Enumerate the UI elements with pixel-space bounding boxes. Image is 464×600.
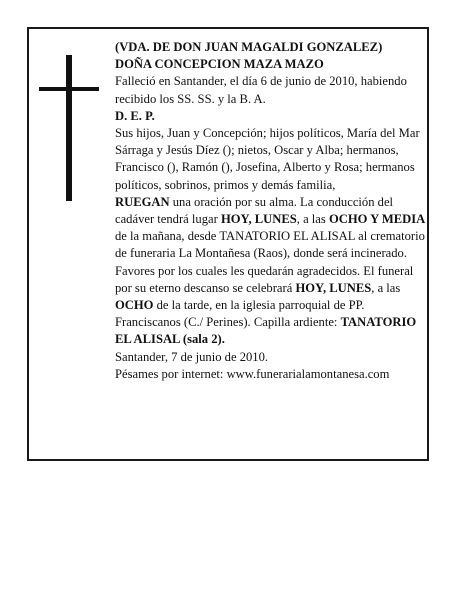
date-line: Santander, 7 de junio de 2010.: [115, 349, 269, 364]
cross-icon: [39, 55, 99, 201]
request-text-5: de la tarde, en la iglesia parroquial de PP. Franciscanos (C./ Perines). Capilla ardiente:: [115, 298, 365, 330]
death-info: Falleció en Santander, el día 6 de junio de 2010, habiendo recibido los SS. SS. y la B. A.: [115, 74, 407, 106]
today-monday-2: HOY, LUNES: [295, 280, 372, 295]
widow-of-line: (VDA. DE DON JUAN MAGALDI GONZALEZ): [115, 40, 383, 54]
eight-time: OCHO: [115, 298, 154, 313]
family-paragraph: Sus hijos, Juan y Concepción; hijos políticos, María del Mar Sárraga y Jesús Díez (); nietos, Oscar y Alba; hermanos, Francisco (), Ramón (), Josefina, Alberto y Rosa; hermanos políticos, sobrinos, primos y demás familia,: [115, 126, 420, 192]
notice-text: [115, 39, 427, 383]
funeral-request-paragraph: [115, 194, 427, 349]
cross-vertical-bar: [66, 55, 72, 201]
obituary-notice: [27, 27, 429, 461]
request-text-1: una oración por su alma. La conducción del cadáver tendrá lugar: [115, 194, 394, 227]
request-text-3: de la mañana, desde TANATORIO EL ALISAL al crematorio de funeraria La Montañesa (Raos), donde será incinerado. Favores por los cuales les quedarán agradecidos. El funeral por su eterno descanso se celebrará: [115, 229, 425, 295]
request-text-2: , a las: [296, 212, 329, 227]
today-monday-1: HOY, LUNES: [220, 212, 297, 227]
rip-line: D. E. P.: [115, 108, 155, 123]
eight-thirty-time: OCHO Y MEDIA: [328, 212, 426, 227]
cross-horizontal-bar: [39, 87, 99, 91]
condolences-line: Pésames por internet: www.funerarialamontanesa.com: [115, 366, 390, 381]
deceased-name: DOÑA CONCEPCION MAZA MAZO: [115, 57, 324, 72]
request-text-4: , a las: [371, 280, 401, 295]
ruegan-word: RUEGAN: [115, 194, 170, 209]
chapel-location: TANATORIO EL ALISAL (sala 2).: [115, 315, 417, 347]
